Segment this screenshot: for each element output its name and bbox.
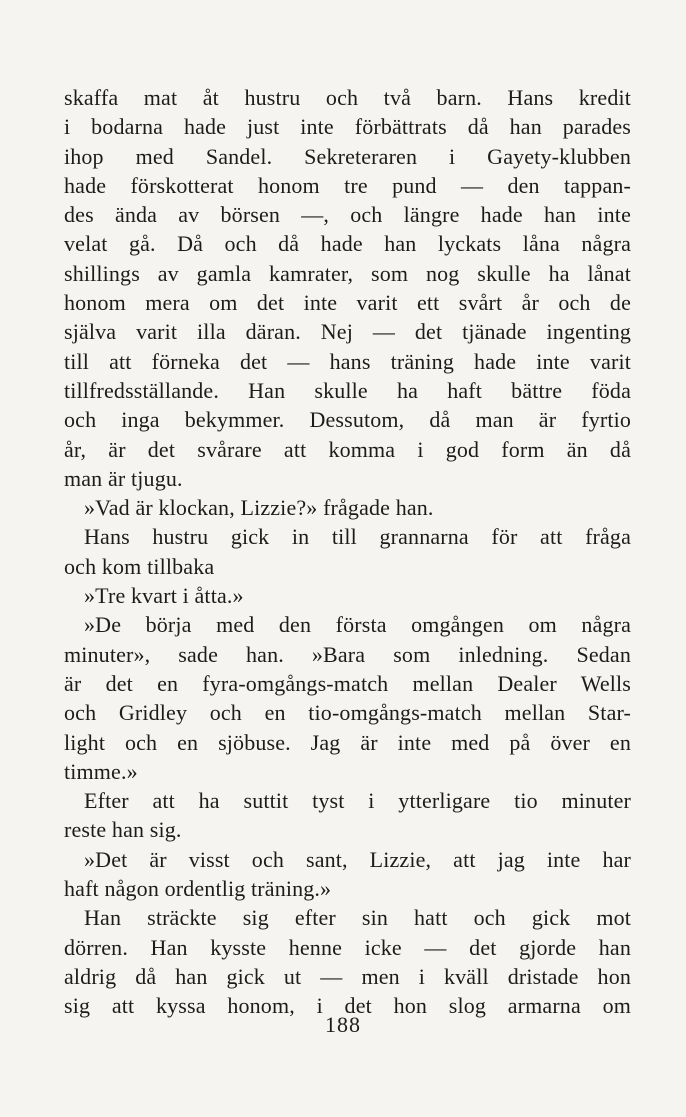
body-text bbox=[64, 83, 631, 1021]
text-line: minuter», sade han. »Bara som inledning. Sedan bbox=[64, 641, 631, 667]
page-number: 188 bbox=[325, 1012, 361, 1037]
text-line: Hans hustru gick in till grannarna för att fråga bbox=[84, 524, 631, 550]
text-line: haft någon ordentlig träning.» bbox=[64, 876, 332, 902]
text-line: man är tjugu. bbox=[64, 465, 183, 491]
text-line: aldrig då han gick ut — men i kväll dristade hon bbox=[64, 963, 631, 989]
text-line: »De börja med den första omgången om några bbox=[84, 612, 631, 638]
text-line: och kom tillbaka bbox=[64, 553, 215, 579]
text-line: i bodarna hade just inte förbättrats då han parades bbox=[64, 114, 631, 140]
text-line: och inga bekymmer. Dessutom, då man är fyrtio bbox=[64, 407, 631, 433]
text-line: shillings av gamla kamrater, som nog skulle ha lånat bbox=[64, 260, 631, 286]
text-line: sig att kyssa honom, i det hon slog armarna om bbox=[64, 993, 631, 1019]
text-line: dörren. Han kysste henne icke — det gjorde han bbox=[64, 934, 631, 960]
text-line: »Det är visst och sant, Lizzie, att jag inte har bbox=[84, 846, 631, 872]
text-line: reste han sig. bbox=[64, 817, 182, 843]
text-line: timme.» bbox=[64, 758, 138, 784]
text-line: honom mera om det inte varit ett svårt år och de bbox=[64, 290, 631, 316]
text-line: till att förneka det — hans träning hade inte varit bbox=[64, 348, 631, 374]
text-line: Han sträckte sig efter sin hatt och gick mot bbox=[84, 905, 631, 931]
text-line: »Tre kvart i åtta.» bbox=[84, 583, 244, 609]
text-line: hade förskotterat honom tre pund — den tappan- bbox=[64, 172, 631, 198]
text-line: år, är det svårare att komma i god form än då bbox=[64, 436, 631, 462]
text-line: själva varit illa däran. Nej — det tjänade ingenting bbox=[64, 319, 631, 345]
text-line: ihop med Sandel. Sekreteraren i Gayety-klubben bbox=[64, 143, 631, 169]
text-line: des ända av börsen —, och längre hade han inte bbox=[64, 202, 631, 228]
text-line: velat gå. Då och då hade han lyckats låna några bbox=[64, 231, 631, 257]
text-line: skaffa mat åt hustru och två barn. Hans kredit bbox=[64, 85, 631, 110]
text-line: och Gridley och en tio-omgångs-match mellan Star- bbox=[64, 700, 631, 726]
text-line: light och en sjöbuse. Jag är inte med på över en bbox=[64, 729, 631, 755]
text-line: Efter att ha suttit tyst i ytterligare tio minuter bbox=[84, 788, 631, 814]
text-line: »Vad är klockan, Lizzie?» frågade han. bbox=[84, 495, 434, 521]
text-line: tillfredsställande. Han skulle ha haft bättre föda bbox=[64, 377, 631, 403]
text-line: är det en fyra-omgångs-match mellan Dealer Wells bbox=[64, 670, 631, 696]
